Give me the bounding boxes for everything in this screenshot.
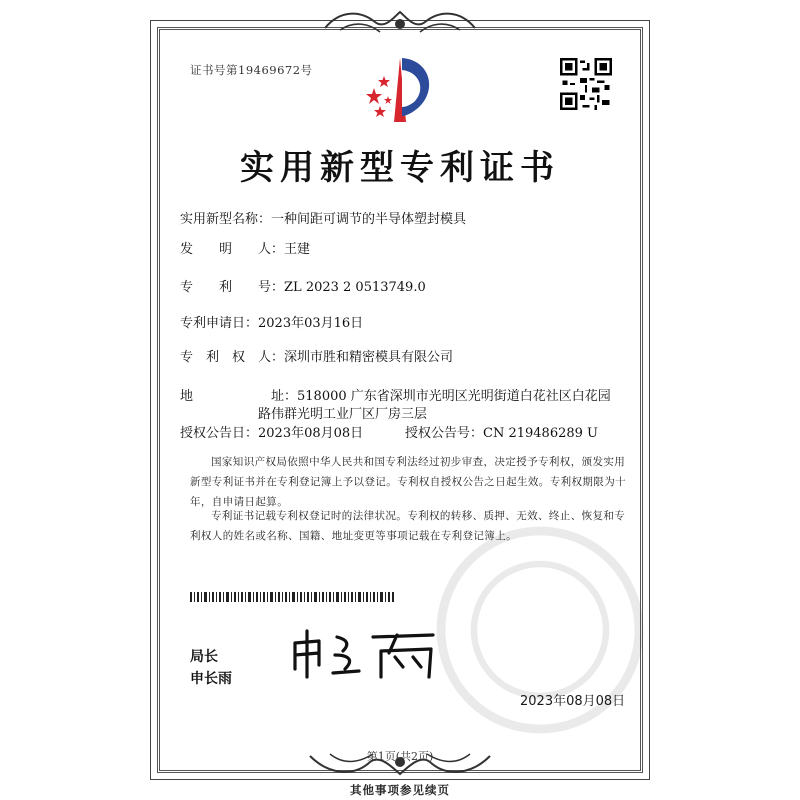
handwritten-signature [285, 625, 445, 685]
certificate-title: 实用新型专利证书 [240, 148, 560, 188]
inventor-row [180, 238, 310, 257]
grant-date-value: 2023年08月08日 [258, 426, 364, 441]
address-row [180, 385, 611, 404]
grant-number-label: 授权公告号： [405, 426, 484, 441]
signature-date: 2023年08月08日 [520, 694, 626, 709]
notice-paragraph-1: 国家知识产权局依照中华人民共和国专利法经过初步审查，决定授予专利权，颁发实用新型专利证书并在专利登记簿上予以登记。专利权自授权公告之日起生效。专利权期限为十年，自申请日起算。 [190, 456, 626, 508]
patent-number-row [180, 276, 426, 295]
barcode [190, 592, 395, 602]
utility-model-name-label: 实用新型名称： [180, 212, 272, 227]
inventor-label: 发 明 人： [180, 242, 285, 257]
top-ornament [320, 6, 480, 36]
utility-model-name-row [180, 208, 466, 227]
utility-model-name-value: 一种间距可调节的半导体塑封模具 [271, 212, 467, 227]
patentee-value: 深圳市胜和精密模具有限公司 [284, 350, 454, 365]
grant-number-row [405, 422, 598, 441]
grant-date-label: 授权公告日： [180, 426, 259, 441]
grant-number-value: CN 219486289 U [483, 426, 598, 441]
filing-date-label: 专利申请日： [180, 316, 259, 331]
page-indicator: 第1页(共2页) [366, 750, 434, 763]
signatory-name: 申长雨 [190, 671, 232, 687]
qr-code [560, 58, 612, 110]
notice-paragraph-2: 专利证书记载专利权登记时的法律状况。专利权的转移、质押、无效、终止、恢复和专利权人的姓名或名称、国籍、地址变更等事项记载在专利登记簿上。 [190, 510, 626, 542]
address-continuation [258, 403, 427, 422]
grant-date-row [180, 422, 363, 441]
filing-date-row [180, 312, 363, 331]
address-line-2: 路伟群光明工业厂区厂房三层 [258, 407, 428, 422]
inventor-value: 王建 [284, 242, 311, 257]
certificate-number: 证书号第19469672号 [190, 63, 313, 77]
filing-date-value: 2023年03月16日 [258, 316, 364, 331]
signatory-title: 局长 [190, 649, 218, 665]
cnipa-logo [360, 50, 440, 130]
patentee-label: 专 利 权 人： [180, 350, 285, 365]
patent-number-label: 专 利 号： [180, 280, 285, 295]
footer-note: 其他事项参见续页 [350, 783, 450, 797]
address-line-1: 518000 广东省深圳市光明区光明街道白花社区白花园 [297, 389, 611, 404]
patentee-row [180, 346, 453, 365]
address-label: 地 址： [180, 389, 298, 404]
patent-number-value: ZL 2023 2 0513749.0 [284, 280, 426, 295]
